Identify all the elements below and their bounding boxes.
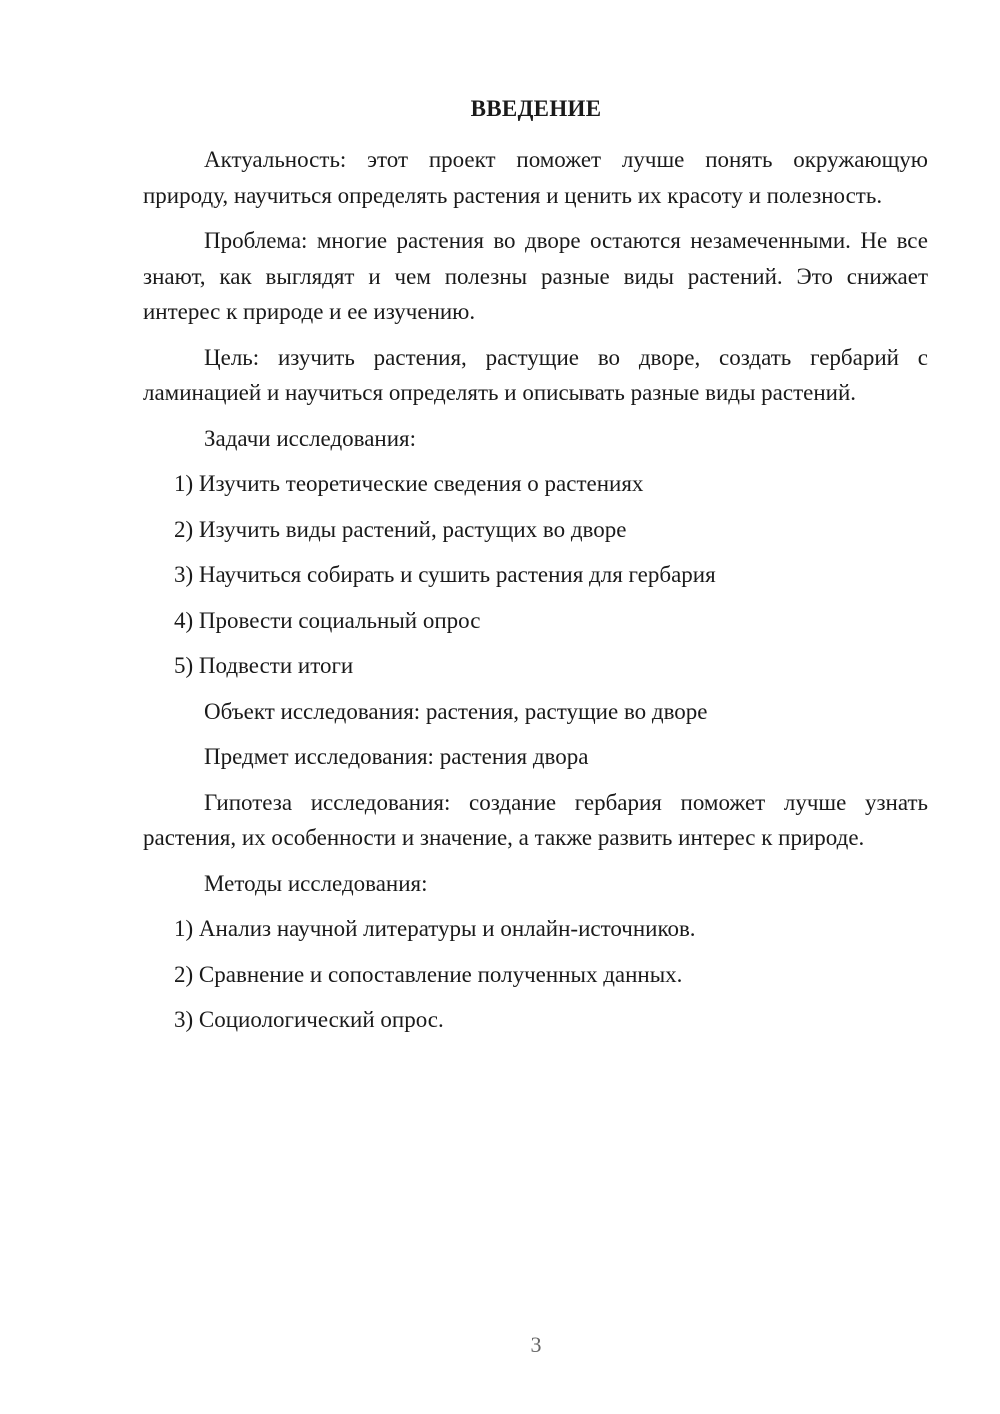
- task-item-4: 4) Провести социальный опрос: [174, 607, 481, 633]
- method-item-2: 2) Сравнение и сопоставление полученных данных.: [174, 961, 683, 987]
- methods-heading: Методы исследования:: [204, 870, 428, 896]
- research-object: Объект исследования: растения, растущие во дворе: [204, 698, 708, 724]
- method-item-3: 3) Социологический опрос.: [174, 1007, 444, 1032]
- task-item-1: 1) Изучить теоретические сведения о растениях: [174, 471, 644, 496]
- method-item-1: 1) Анализ научной литературы и онлайн-источников.: [174, 916, 696, 941]
- task-item-5: 5) Подвести итоги: [174, 653, 354, 678]
- document-body: [143, 142, 928, 1048]
- tasks-heading: Задачи исследования:: [204, 425, 417, 451]
- hypothesis-paragraph: Гипотеза исследования: создание гербария поможет лучше узнать растения, их особенности и значение, а также развить интерес к природе.: [143, 789, 928, 850]
- research-subject: Предмет исследования: растения двора: [204, 744, 589, 769]
- problem-paragraph: Проблема: многие растения во дворе остаются незамеченными. Не все знают, как выглядят и чем полезны разные виды растений. Это снижает интерес к природе и ее изучению.: [143, 228, 928, 324]
- page-number: 3: [530, 1332, 542, 1357]
- goal-paragraph: Цель: изучить растения, растущие во дворе, создать гербарий с ламинацией и научиться определять и описывать разные виды растений.: [143, 344, 928, 405]
- task-item-3: 3) Научиться собирать и сушить растения для гербария: [174, 562, 716, 587]
- relevance-paragraph: Актуальность: этот проект поможет лучше понять окружающую природу, научиться определять растения и ценить их красоту и полезность.: [143, 147, 928, 208]
- section-heading: ВВЕДЕНИЕ: [470, 96, 602, 121]
- task-item-2: 2) Изучить виды растений, растущих во дворе: [174, 516, 627, 542]
